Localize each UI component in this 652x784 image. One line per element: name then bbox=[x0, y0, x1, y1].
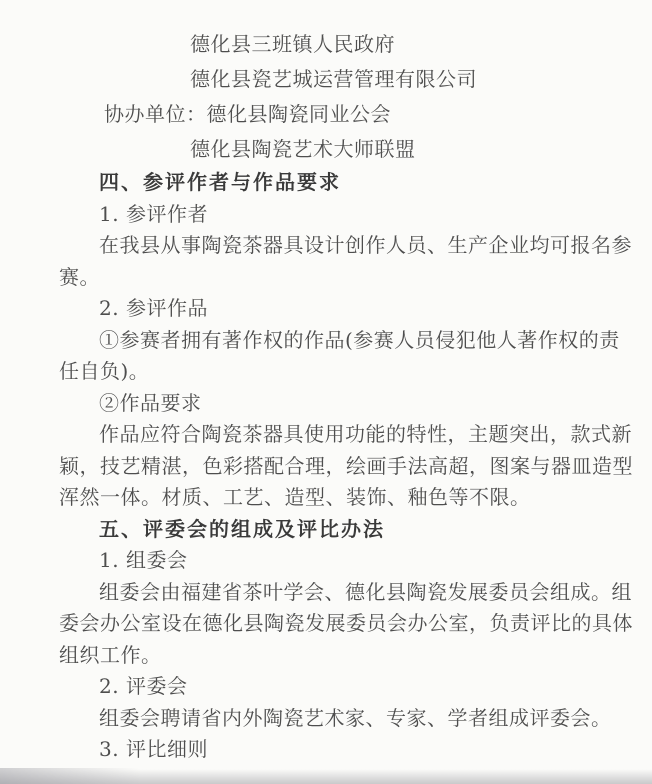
organizer-name: 德化县三班镇人民政府 bbox=[190, 32, 395, 56]
section-heading: 四、参评作者与作品要求 bbox=[99, 170, 341, 194]
co-organizer-line: 协办单位：德化县陶瓷同业公会 bbox=[104, 102, 391, 126]
organizer-name: 德化县瓷艺城运营管理有限公司 bbox=[190, 67, 477, 91]
paragraph-line: ①参赛者拥有著作权的作品(参赛人员侵犯他人著作权的责 bbox=[99, 327, 620, 352]
paragraph-line: 任自负)。 bbox=[59, 359, 150, 383]
paragraph-line: 委会办公室设在德化县陶瓷发展委员会办公室，负责评比的具体 bbox=[59, 611, 633, 635]
numbered-item: 3. 评比细则 bbox=[99, 737, 208, 761]
document-body bbox=[59, 27, 632, 766]
paragraph-line: 颖，技艺精湛，色彩搭配合理，绘画手法高超，图案与器皿造型 bbox=[59, 453, 633, 478]
paragraph-line: 组委会由福建省茶叶学会、德化县陶瓷发展委员会组成。组 bbox=[99, 579, 632, 604]
paragraph-line: 组委会聘请省内外陶瓷艺术家、专家、学者组成评委会。 bbox=[99, 705, 612, 730]
paragraph-line: 在我县从事陶瓷茶器具设计创作人员、生产企业均可报名参 bbox=[99, 233, 632, 257]
numbered-item: 1. 参评作者 bbox=[99, 201, 208, 226]
paragraph-line: 浑然一体。材质、工艺、造型、装饰、釉色等不限。 bbox=[59, 485, 531, 509]
section-heading: 五、评委会的组成及评比办法 bbox=[99, 516, 385, 541]
paragraph-line: 组织工作。 bbox=[59, 642, 162, 667]
numbered-item: 1. 组委会 bbox=[99, 548, 188, 572]
numbered-item: 2. 评委会 bbox=[99, 674, 188, 698]
paragraph-line: 作品应符合陶瓷茶器具使用功能的特性，主题突出，款式新 bbox=[99, 422, 632, 446]
numbered-item: 2. 参评作品 bbox=[99, 296, 208, 320]
organizer-name: 德化县陶瓷艺术大师联盟 bbox=[190, 137, 416, 161]
paragraph-line: 赛。 bbox=[59, 264, 100, 289]
numbered-item: ②作品要求 bbox=[99, 390, 202, 415]
